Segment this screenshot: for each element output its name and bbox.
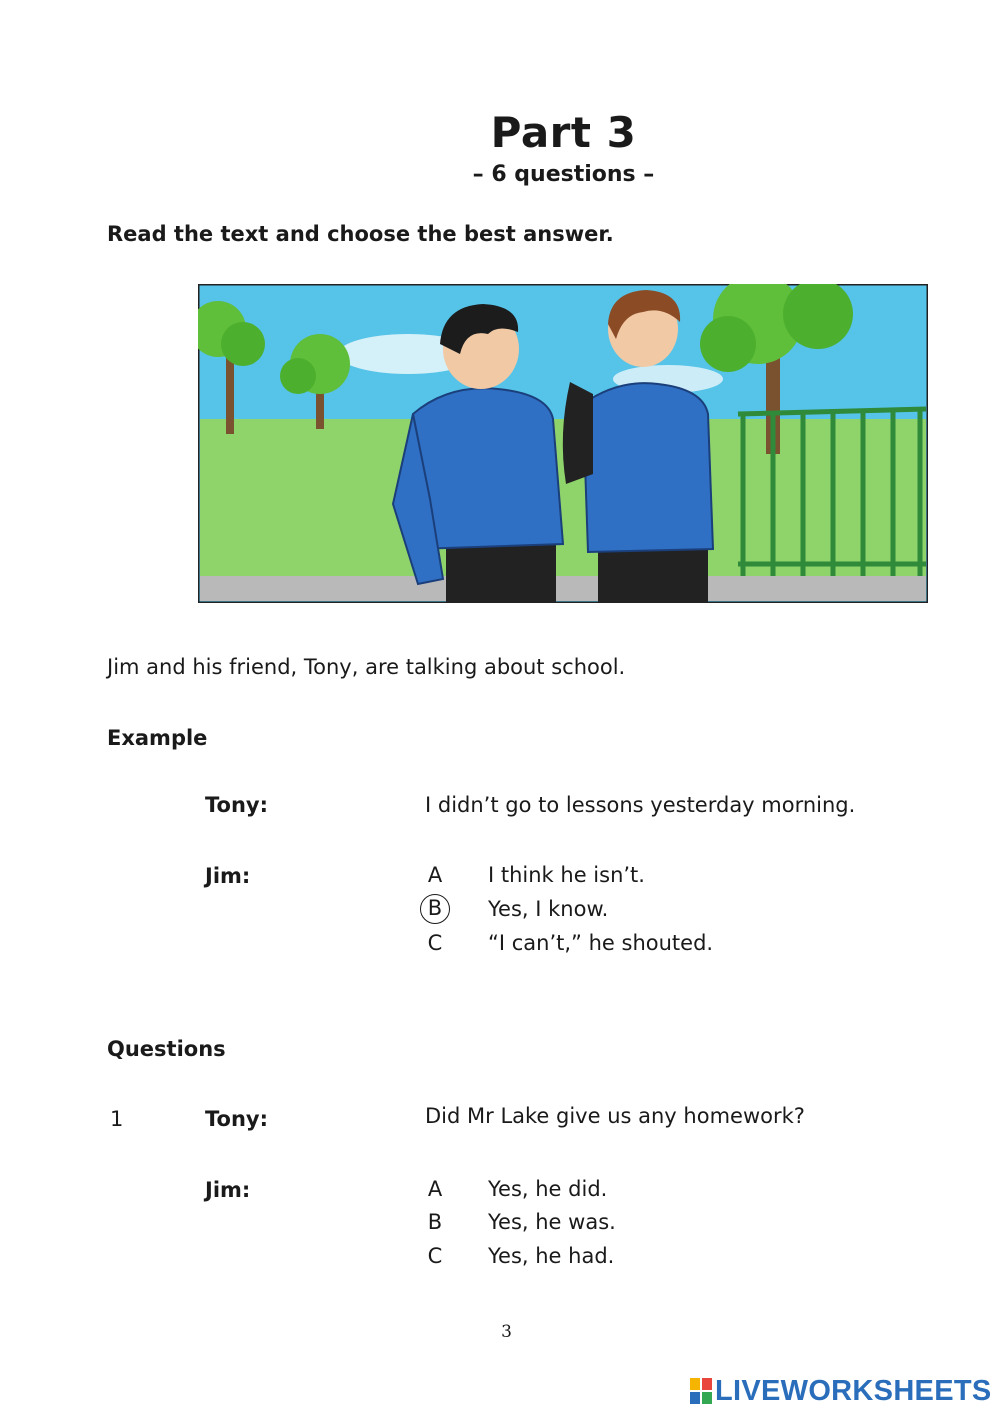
example-heading: Example: [107, 726, 208, 750]
option-text: I think he isn’t.: [488, 863, 645, 887]
option-letter: C: [427, 1244, 443, 1268]
liveworksheets-logo-icon: [690, 1378, 712, 1404]
option-letter: B: [427, 1210, 443, 1234]
option-text: Yes, he was.: [488, 1210, 616, 1234]
questions-heading: Questions: [107, 1037, 226, 1061]
option-text: Yes, he had.: [488, 1244, 615, 1268]
page-number: 3: [501, 1322, 512, 1342]
intro-text: Jim and his friend, Tony, are talking about school.: [107, 655, 626, 679]
illustration-two-boys: [198, 284, 928, 603]
page-subtitle: – 6 questions –: [472, 162, 655, 187]
option-text: Yes, I know.: [488, 897, 609, 921]
example-speaker-tony: Tony:: [205, 793, 268, 817]
brand-name: LIVEWORKSHEETS: [715, 1374, 992, 1407]
option-letter: A: [427, 1177, 443, 1201]
question-speaker-jim: Jim:: [205, 1178, 251, 1202]
example-prompt: I didn’t go to lessons yesterday morning.: [425, 793, 856, 817]
option-text: “I can’t,” he shouted.: [488, 931, 714, 955]
option-letter-selected: B: [420, 894, 450, 924]
option-text: Yes, he did.: [488, 1177, 608, 1201]
page-title: Part 3: [490, 108, 637, 157]
question-prompt: Did Mr Lake give us any homework?: [425, 1104, 805, 1128]
liveworksheets-brand[interactable]: [690, 1374, 992, 1408]
instruction-text: Read the text and choose the best answer.: [107, 222, 614, 246]
question-number: 1: [110, 1107, 124, 1131]
option-letter: C: [427, 931, 443, 955]
question-speaker-tony: Tony:: [205, 1107, 268, 1131]
example-speaker-jim: Jim:: [205, 864, 251, 888]
option-letter: A: [427, 863, 443, 887]
